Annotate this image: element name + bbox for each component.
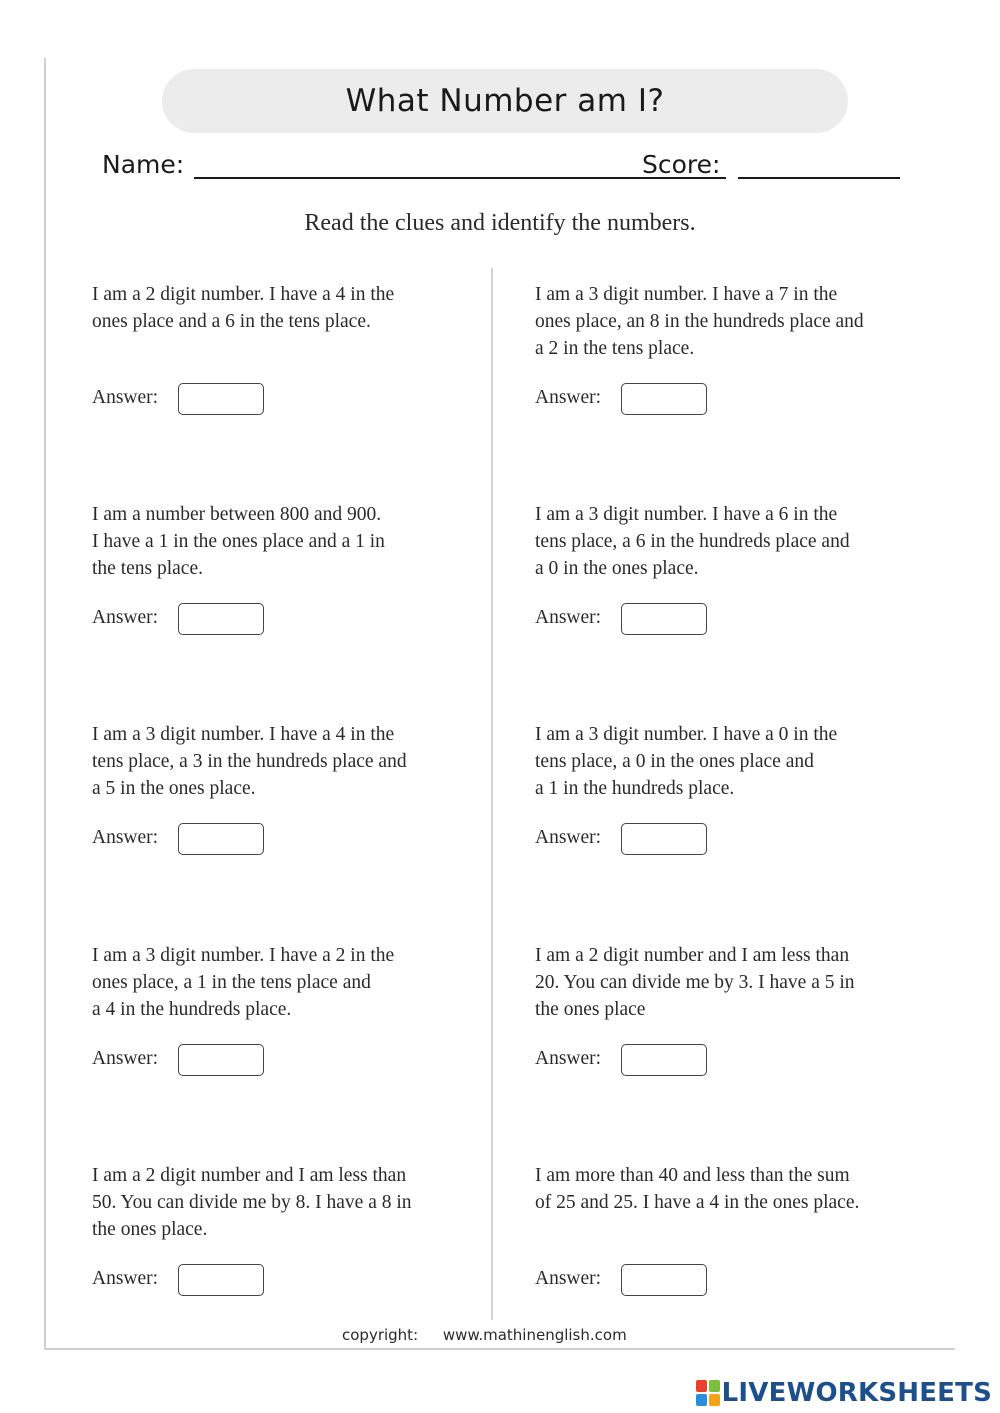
answer-label: Answer: <box>92 387 159 408</box>
liveworksheets-logo <box>696 1376 992 1410</box>
logo-square-orange <box>709 1394 720 1406</box>
clue-text: I am a 2 digit number and I am less than 20. You can divide me by 3. I have a 5 in the ones place <box>535 945 855 1020</box>
liveworksheets-brand: LIVEWORKSHEETS <box>721 1378 992 1408</box>
score-label: Score: <box>642 150 721 179</box>
clue-text: I am a 3 digit number. I have a 7 in the ones place, an 8 in the hundreds place and a 2 in the tens place. <box>535 284 864 359</box>
question-7 <box>92 942 467 1102</box>
score-field[interactable] <box>738 177 900 179</box>
answer-label: Answer: <box>535 1048 602 1069</box>
answer-input[interactable] <box>178 1264 264 1296</box>
answer-input[interactable] <box>178 603 264 635</box>
question-10 <box>535 1162 910 1322</box>
question-4 <box>535 501 910 661</box>
copyright-url: www.mathinenglish.com <box>442 1326 627 1344</box>
question-1 <box>92 281 467 441</box>
answer-row <box>535 1264 735 1298</box>
answer-label: Answer: <box>535 607 602 628</box>
question-5 <box>92 721 467 881</box>
name-label: Name: <box>102 150 185 179</box>
answer-label: Answer: <box>92 1048 159 1069</box>
answer-label: Answer: <box>535 1268 602 1289</box>
column-divider <box>491 268 493 1320</box>
clue-text: I am a 2 digit number. I have a 4 in the ones place and a 6 in the tens place. <box>92 284 395 332</box>
answer-label: Answer: <box>92 607 159 628</box>
question-9 <box>92 1162 467 1322</box>
clue-text: I am a 3 digit number. I have a 2 in the ones place, a 1 in the tens place and a 4 in the hundreds place. <box>92 945 395 1020</box>
answer-row <box>92 603 292 637</box>
answer-row <box>535 1044 735 1078</box>
answer-row <box>92 823 292 857</box>
answer-row <box>92 1264 292 1298</box>
answer-input[interactable] <box>621 603 707 635</box>
answer-input[interactable] <box>178 383 264 415</box>
answer-row <box>92 1044 292 1078</box>
copyright-label: copyright: <box>342 1326 419 1344</box>
clue-text: I am a 3 digit number. I have a 6 in the tens place, a 6 in the hundreds place and a 0 in the ones place. <box>535 504 850 579</box>
worksheet-border <box>44 58 955 1350</box>
question-2 <box>535 281 910 441</box>
answer-input[interactable] <box>621 1044 707 1076</box>
logo-square-red <box>696 1380 707 1392</box>
answer-input[interactable] <box>621 383 707 415</box>
answer-row <box>535 383 735 417</box>
clue-text: I am more than 40 and less than the sum of 25 and 25. I have a 4 in the ones place. <box>535 1165 860 1213</box>
title-banner <box>162 69 848 133</box>
question-6 <box>535 721 910 881</box>
question-8 <box>535 942 910 1102</box>
answer-row <box>92 383 292 417</box>
answer-row <box>535 823 735 857</box>
answer-label: Answer: <box>92 827 159 848</box>
copyright-note <box>342 1326 627 1344</box>
answer-input[interactable] <box>621 1264 707 1296</box>
answer-input[interactable] <box>621 823 707 855</box>
instructions: Read the clues and identify the numbers. <box>304 210 696 236</box>
clue-text: I am a 3 digit number. I have a 0 in the tens place, a 0 in the ones place and a 1 in the hundreds place. <box>535 724 838 799</box>
logo-square-green <box>709 1380 720 1392</box>
clue-text: I am a 3 digit number. I have a 4 in the tens place, a 3 in the hundreds place and a 5 in the ones place. <box>92 724 407 799</box>
answer-input[interactable] <box>178 1044 264 1076</box>
clue-text: I am a number between 800 and 900. I have a 1 in the ones place and a 1 in the tens place. <box>92 504 385 579</box>
answer-row <box>535 603 735 637</box>
answer-label: Answer: <box>535 387 602 408</box>
question-3 <box>92 501 467 661</box>
worksheet-title: What Number am I? <box>345 83 665 119</box>
liveworksheets-logo-icon <box>696 1380 720 1406</box>
clue-text: I am a 2 digit number and I am less than 50. You can divide me by 8. I have a 8 in the ones place. <box>92 1165 412 1240</box>
answer-label: Answer: <box>92 1268 159 1289</box>
answer-input[interactable] <box>178 823 264 855</box>
name-score-row <box>102 146 902 186</box>
answer-label: Answer: <box>535 827 602 848</box>
logo-square-blue <box>696 1394 707 1406</box>
